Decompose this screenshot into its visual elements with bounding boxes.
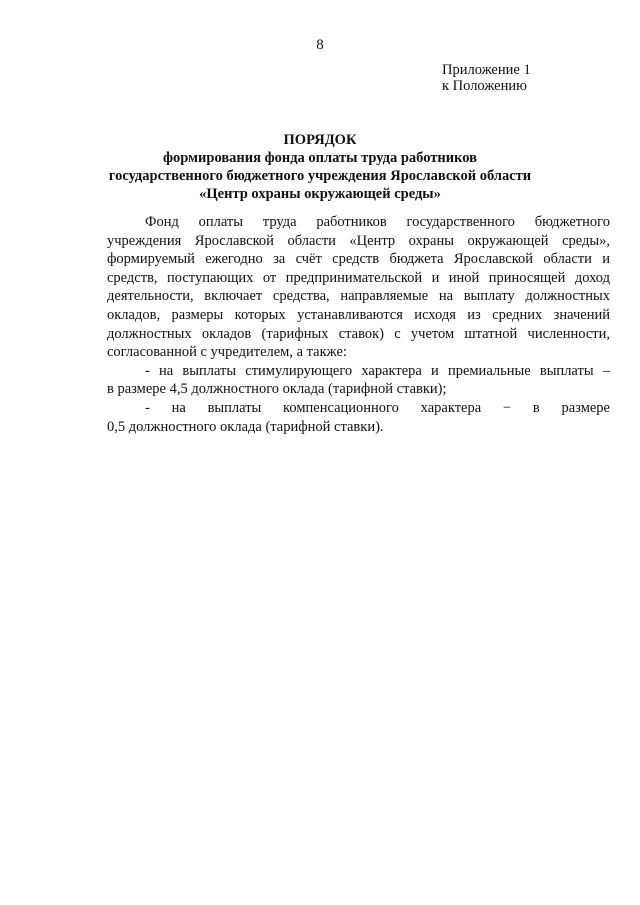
document-title — [40, 131, 600, 203]
list-item-line: в размере 4,5 должностного оклада (тарифной ставки); — [107, 381, 447, 398]
paragraph-line: должностных окладов (тарифных ставок) с учетом штатной численности, — [107, 325, 610, 342]
paragraph-line: Фонд оплаты труда работников государственного бюджетного — [145, 214, 610, 230]
paragraph-line: формируемый ежегодно за счёт средств бюджета Ярославской области и — [107, 251, 610, 268]
list-item-line: - на выплаты стимулирующего характера и премиальные выплаты – — [145, 362, 610, 379]
paragraph-line: учреждения Ярославской области «Центр охраны окружающей среды», — [107, 232, 610, 249]
paragraph-line: согласованной с учредителем, а также: — [107, 344, 347, 361]
title-line-2: государственного бюджетного учреждения Ярославской области — [108, 168, 532, 184]
document-body — [107, 213, 610, 436]
paragraph-line: окладов, размеры которых устанавливаются исходя из средних значений — [107, 306, 610, 323]
list-item-line: 0,5 должностного оклада (тарифной ставки). — [107, 418, 384, 435]
page-number: 8 — [316, 37, 324, 53]
title-heading: ПОРЯДОК — [283, 132, 357, 148]
paragraph-line: средств, поступающих от предпринимательской и иной приносящей доход — [107, 269, 610, 286]
appendix-label — [442, 62, 531, 94]
appendix-line-1: Приложение 1 — [442, 62, 531, 78]
list-item-line: - на выплаты компенсационного характера − в размере — [145, 399, 610, 416]
title-line-1: формирования фонда оплаты труда работников — [163, 150, 477, 166]
paragraph-line: деятельности, включает средства, направляемые на выплату должностных — [107, 288, 610, 305]
title-line-3: «Центр охраны окружающей среды» — [199, 186, 441, 202]
appendix-line-2: к Положению — [442, 78, 527, 94]
